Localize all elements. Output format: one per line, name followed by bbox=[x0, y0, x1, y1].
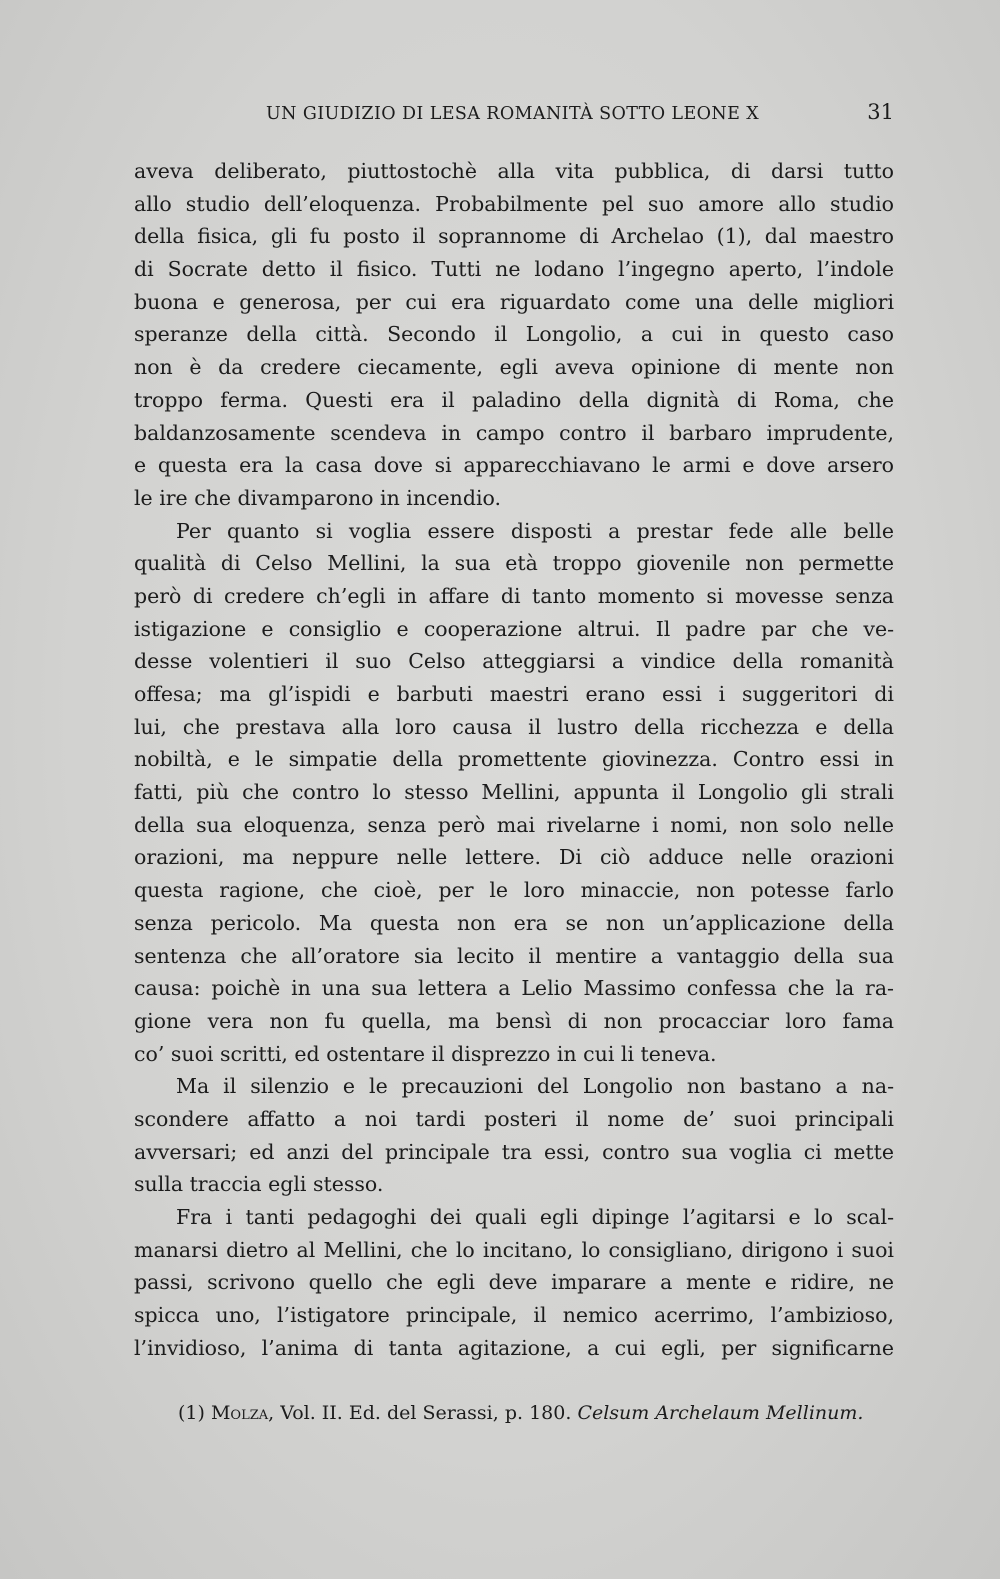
text-line: le ire che divamparono in incendio. bbox=[134, 485, 502, 510]
text-line: buona e generosa, per cui era riguardato come una delle migliori bbox=[134, 289, 894, 314]
text-line: avversari; ed anzi del principale tra essi, contro sua voglia ci mette bbox=[134, 1139, 894, 1164]
paragraph-start-line: Fra i tanti pedagoghi dei quali egli dipinge l’agitarsi e lo scal- bbox=[176, 1205, 894, 1229]
text-line: desse volentieri il suo Celso atteggiarsi a vindice della romanità bbox=[134, 649, 894, 674]
footnote-author: Molza bbox=[210, 1402, 269, 1424]
text-line: l’invidioso, l’anima di tanta agitazione, a cui egli, per significarne bbox=[134, 1335, 894, 1360]
footnote-reference: , Vol. II. Ed. del Serassi, p. 180. bbox=[268, 1402, 572, 1424]
text-line: però di credere ch’egli in affare di tanto momento si movesse senza bbox=[134, 583, 894, 608]
text-line: qualità di Celso Mellini, la sua età troppo giovenile non permette bbox=[134, 551, 894, 576]
text-line: orazioni, ma neppure nelle lettere. Di ciò adduce nelle orazioni bbox=[134, 845, 894, 870]
text-line: istigazione e consiglio e cooperazione altrui. Il padre par che ve- bbox=[134, 616, 894, 641]
text-line: gione vera non fu quella, ma bensì di non procacciar loro fama bbox=[134, 1008, 894, 1033]
text-line: co’ suoi scritti, ed ostentare il disprezzo in cui li teneva. bbox=[134, 1041, 717, 1066]
running-title: UN GIUDIZIO DI LESA ROMANITÀ SOTTO LEONE X bbox=[266, 104, 760, 124]
footnote-quote: Celsum Archelaum Mellinum. bbox=[577, 1402, 864, 1424]
text-line: lui, che prestava alla loro causa il lustro della ricchezza e della bbox=[134, 714, 894, 739]
text-line: e questa era la casa dove si apparecchiavano le armi e dove arsero bbox=[134, 453, 894, 478]
text-line: troppo ferma. Questi era il paladino della dignità di Roma, che bbox=[134, 387, 894, 412]
body-text bbox=[134, 155, 894, 1364]
text-line: speranze della città. Secondo il Longolio, a cui in questo caso bbox=[134, 322, 894, 347]
paragraph-start-line: Ma il silenzio e le precauzioni del Longolio non bastano a na- bbox=[176, 1074, 894, 1099]
paragraph-start-line: Per quanto si voglia essere disposti a prestar fede alle belle bbox=[176, 518, 894, 543]
text-line: della fisica, gli fu posto il soprannome di Archelao (1), dal maestro bbox=[134, 224, 894, 249]
text-line: aveva deliberato, piuttostochè alla vita pubblica, di darsi tutto bbox=[134, 159, 894, 183]
text-line: allo studio dell’eloquenza. Probabilmente pel suo amore allo studio bbox=[134, 191, 894, 216]
text-line: offesa; ma gl’ispidi e barbuti maestri erano essi i suggeritori di bbox=[134, 682, 894, 706]
text-line: questa ragione, che cioè, per le loro minaccie, non potesse farlo bbox=[134, 878, 894, 903]
text-line: passi, scrivono quello che egli deve imparare a mente e ridire, ne bbox=[134, 1270, 894, 1295]
page-header bbox=[134, 100, 894, 130]
text-line: sentenza che all’oratore sia lecito il mentire a vantaggio della sua bbox=[134, 943, 894, 968]
text-line: manarsi dietro al Mellini, che lo incitano, lo consigliano, dirigono i suoi bbox=[134, 1237, 894, 1262]
text-line: scondere affatto a noi tardi posteri il nome de’ suoi principali bbox=[134, 1106, 894, 1131]
footnote-marker: (1) bbox=[178, 1402, 205, 1424]
text-line: sulla traccia egli stesso. bbox=[134, 1172, 384, 1197]
text-line: non è da credere ciecamente, egli aveva opinione di mente non bbox=[134, 355, 894, 380]
text-line: fatti, più che contro lo stesso Mellini, appunta il Longolio gli strali bbox=[134, 780, 894, 805]
text-line: nobiltà, e le simpatie della promettente giovinezza. Contro essi in bbox=[134, 747, 894, 772]
text-line: della sua eloquenza, senza però mai rivelarne i nomi, non solo nelle bbox=[134, 812, 894, 837]
text-line: baldanzosamente scendeva in campo contro il barbaro imprudente, bbox=[134, 420, 894, 445]
page-number: 31 bbox=[867, 100, 894, 124]
text-line: senza pericolo. Ma questa non era se non un’applicazione della bbox=[134, 910, 894, 935]
text-line: spicca uno, l’istigatore principale, il nemico acerrimo, l’ambizioso, bbox=[134, 1303, 894, 1328]
text-line: causa: poichè in una sua lettera a Lelio Massimo confessa che la ra- bbox=[134, 976, 894, 1001]
text-line: di Socrate detto il fisico. Tutti ne lodano l’ingegno aperto, l’indole bbox=[134, 257, 894, 282]
footnote bbox=[178, 1402, 898, 1424]
